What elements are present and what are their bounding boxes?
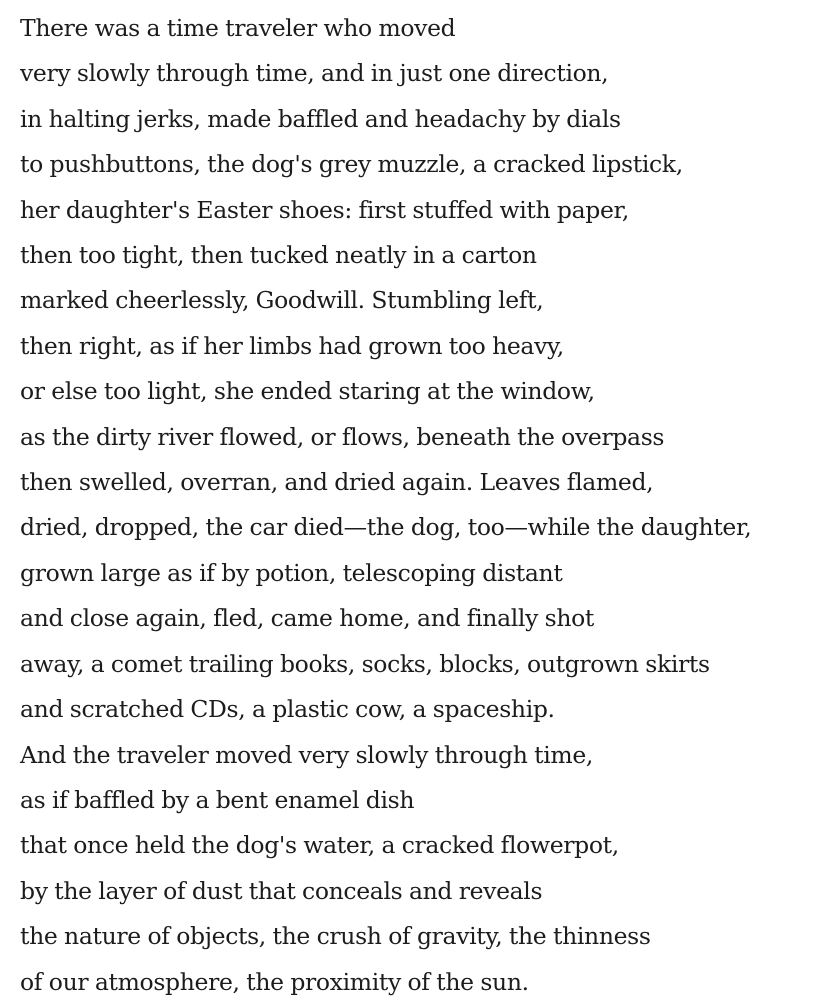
poem-line-17: And the traveler moved very slowly through time, — [20, 740, 594, 769]
poem-line-15: away, a comet trailing books, socks, blocks, outgrown skirts — [20, 649, 710, 678]
poem-line-9: or else too light, she ended staring at the window, — [20, 377, 595, 406]
poem-line-22: of our atmosphere, the proximity of the sun. — [20, 967, 529, 996]
poem-line-6: then too tight, then tucked neatly in a carton — [20, 241, 537, 270]
poem-line-14: and close again, fled, came home, and finally shot — [20, 604, 595, 633]
poem-line-7: marked cheerlessly, Goodwill. Stumbling left, — [20, 286, 544, 315]
poem-text — [20, 6, 751, 1005]
poem-line-16: and scratched CDs, a plastic cow, a spaceship. — [20, 695, 555, 724]
poem-line-18: as if baffled by a bent enamel dish — [20, 785, 415, 814]
poem-line-13: grown large as if by potion, telescoping distant — [20, 558, 563, 587]
poem-line-4: to pushbuttons, the dog's grey muzzle, a cracked lipstick, — [20, 150, 683, 179]
poem-line-3: in halting jerks, made baffled and headachy by dials — [20, 104, 621, 133]
poem-line-1: There was a time traveler who moved — [20, 14, 456, 42]
poem-line-2: very slowly through time, and in just one direction, — [20, 59, 609, 88]
poem-line-20: by the layer of dust that conceals and reveals — [20, 876, 543, 905]
poem-line-11: then swelled, overran, and dried again. Leaves flamed, — [20, 468, 654, 497]
poem-line-8: then right, as if her limbs had grown too heavy, — [20, 331, 564, 360]
poem-line-19: that once held the dog's water, a cracked flowerpot, — [20, 831, 619, 860]
poem-line-21: the nature of objects, the crush of gravity, the thinness — [20, 922, 651, 951]
poem-line-10: as the dirty river flowed, or flows, beneath the overpass — [20, 422, 665, 451]
poem-line-12: dried, dropped, the car died—the dog, too—while the daughter, — [20, 513, 752, 542]
poem-line-5: her daughter's Easter shoes: first stuffed with paper, — [20, 195, 629, 224]
